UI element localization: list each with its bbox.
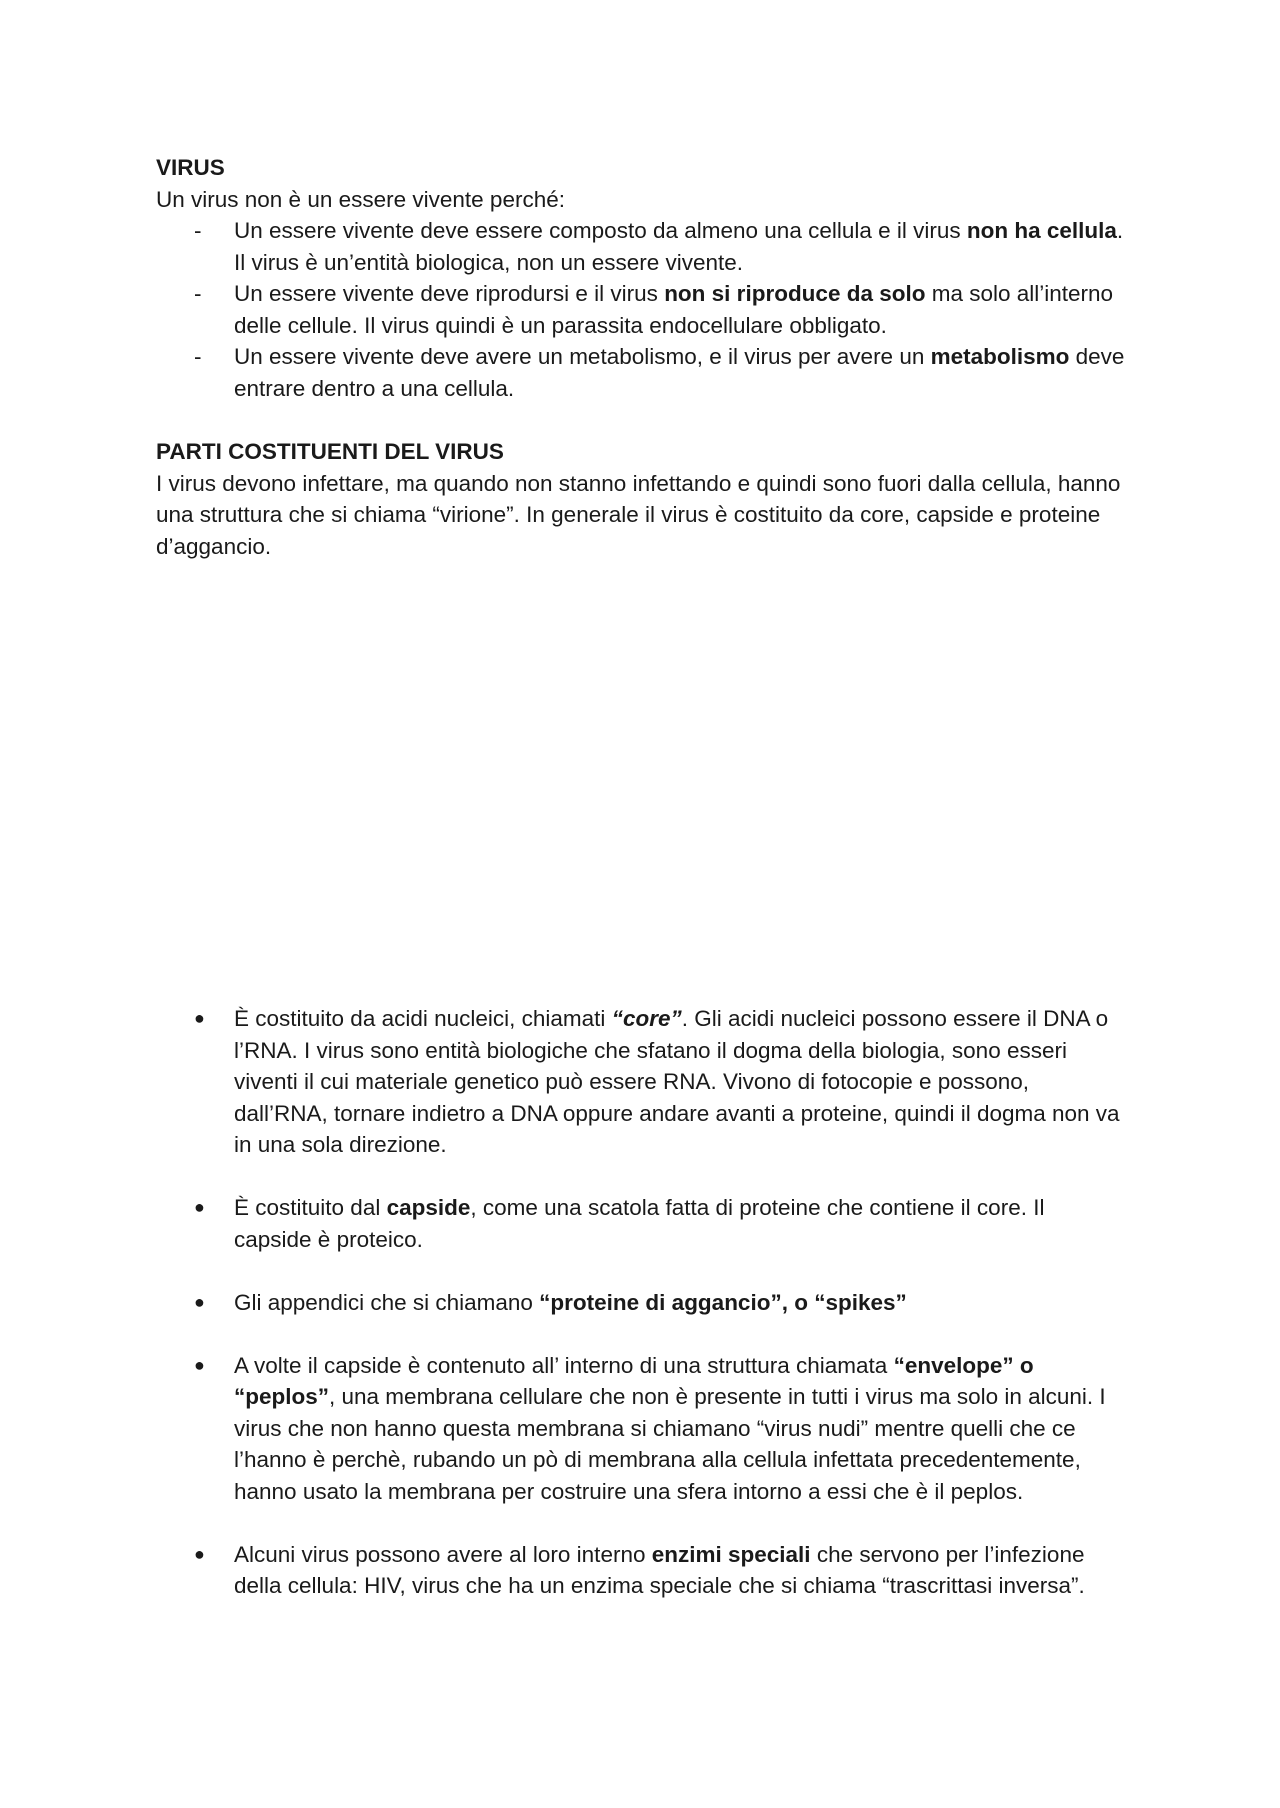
item-bold-text: enzimi speciali xyxy=(651,1541,811,1567)
list-item xyxy=(156,1350,1126,1508)
item-bold-text: capside xyxy=(386,1195,471,1220)
item-text: Un essere vivente deve riprodursi e il virus xyxy=(234,281,665,306)
item-bold-text: “envelope” o “peplos” xyxy=(234,1352,1034,1409)
bullet-marker: ● xyxy=(194,1291,205,1312)
list-item xyxy=(156,1192,1126,1255)
bullet-marker: ● xyxy=(194,1197,205,1217)
item-text: . Il virus è un’entità biologica, non un essere vivente. xyxy=(234,218,1124,275)
item-text: Un essere vivente deve essere composto da almeno una cellula e il virus xyxy=(234,218,967,243)
item-bold-text: non si riproduce da solo xyxy=(664,281,926,306)
list-item xyxy=(156,341,1126,404)
list-item xyxy=(156,1003,1126,1161)
dash-marker: - xyxy=(194,344,202,369)
section-title: VIRUS xyxy=(156,155,225,180)
bullet-marker: ● xyxy=(194,1543,205,1564)
dash-marker: - xyxy=(194,218,202,243)
section-intro: Un virus non è un essere vivente perché: xyxy=(156,186,565,212)
list-item xyxy=(156,278,1126,341)
item-text: , come una scatola fatta di proteine che contiene il core. Il capside è proteico. xyxy=(234,1195,1045,1252)
item-text: ma solo all’interno delle cellule. Il virus quindi è un parassita endocellulare obbligato. xyxy=(234,281,1114,338)
item-text: , una membrana cellulare che non è presente in tutti i virus ma solo in alcuni. I virus che non hanno questa membrana si chiamano “virus nudi” mentre quelli che ce l’hanno è perchè, rubando un pò di membrana alla cellula infettata precedentemente, hanno usato la membrana per costruire una sfera intorno a essi che è il peplos. xyxy=(234,1384,1106,1504)
item-bold-text: metabolismo xyxy=(930,344,1070,369)
item-text: A volte il capside è contenuto all’ interno di una struttura chiamata xyxy=(234,1352,894,1378)
item-bold-italic-text: “core” xyxy=(611,1006,682,1031)
item-text: Alcuni virus possono avere al loro interno xyxy=(234,1541,652,1567)
bullet-marker: ● xyxy=(194,1354,205,1375)
item-bold-text: non ha cellula xyxy=(966,218,1117,243)
section-bullets xyxy=(156,1003,1126,1633)
item-text: che servono per l’infezione della cellula: HIV, virus che ha un enzima speciale che si chiama “trascrittasi inversa”. xyxy=(234,1541,1085,1598)
item-text: È costituito da acidi nucleici, chiamati xyxy=(234,1006,612,1031)
section-virus xyxy=(156,152,1126,404)
dash-marker: - xyxy=(194,281,202,306)
item-text: . Gli acidi nucleici possono essere il DNA o l’RNA. I virus sono entità biologiche che sfatano il dogma della biologia, sono esseri viventi il cui materiale genetico può essere RNA. Vivono di fotocopie e possono, dall’RNA, tornare indietro a DNA oppure andare avanti a proteine, quindi il dogma non va in una sola direzione. xyxy=(234,1006,1120,1157)
section-body: I virus devono infettare, ma quando non stanno infettando e quindi sono fuori dalla cellula, hanno una struttura che si chiama “virione”. In generale il virus è costituito da core, capside e proteine d’aggancio. xyxy=(156,470,1121,559)
bullet-list xyxy=(156,1003,1126,1602)
item-text: Un essere vivente deve avere un metabolismo, e il virus per avere un xyxy=(234,344,931,369)
item-text: Gli appendici che si chiamano xyxy=(234,1289,540,1315)
item-bold-text: “proteine di aggancio”, o “spikes” xyxy=(539,1289,907,1315)
list-item xyxy=(156,215,1126,278)
bullet-marker: ● xyxy=(194,1008,205,1028)
dash-list xyxy=(156,215,1126,404)
item-text: deve entrare dentro a una cellula. xyxy=(234,344,1125,401)
item-text: È costituito dal xyxy=(234,1195,387,1220)
section-parti-costituenti xyxy=(156,436,1126,562)
list-item xyxy=(156,1539,1126,1602)
section-title: PARTI COSTITUENTI DEL VIRUS xyxy=(156,439,504,464)
list-item xyxy=(156,1287,1126,1319)
